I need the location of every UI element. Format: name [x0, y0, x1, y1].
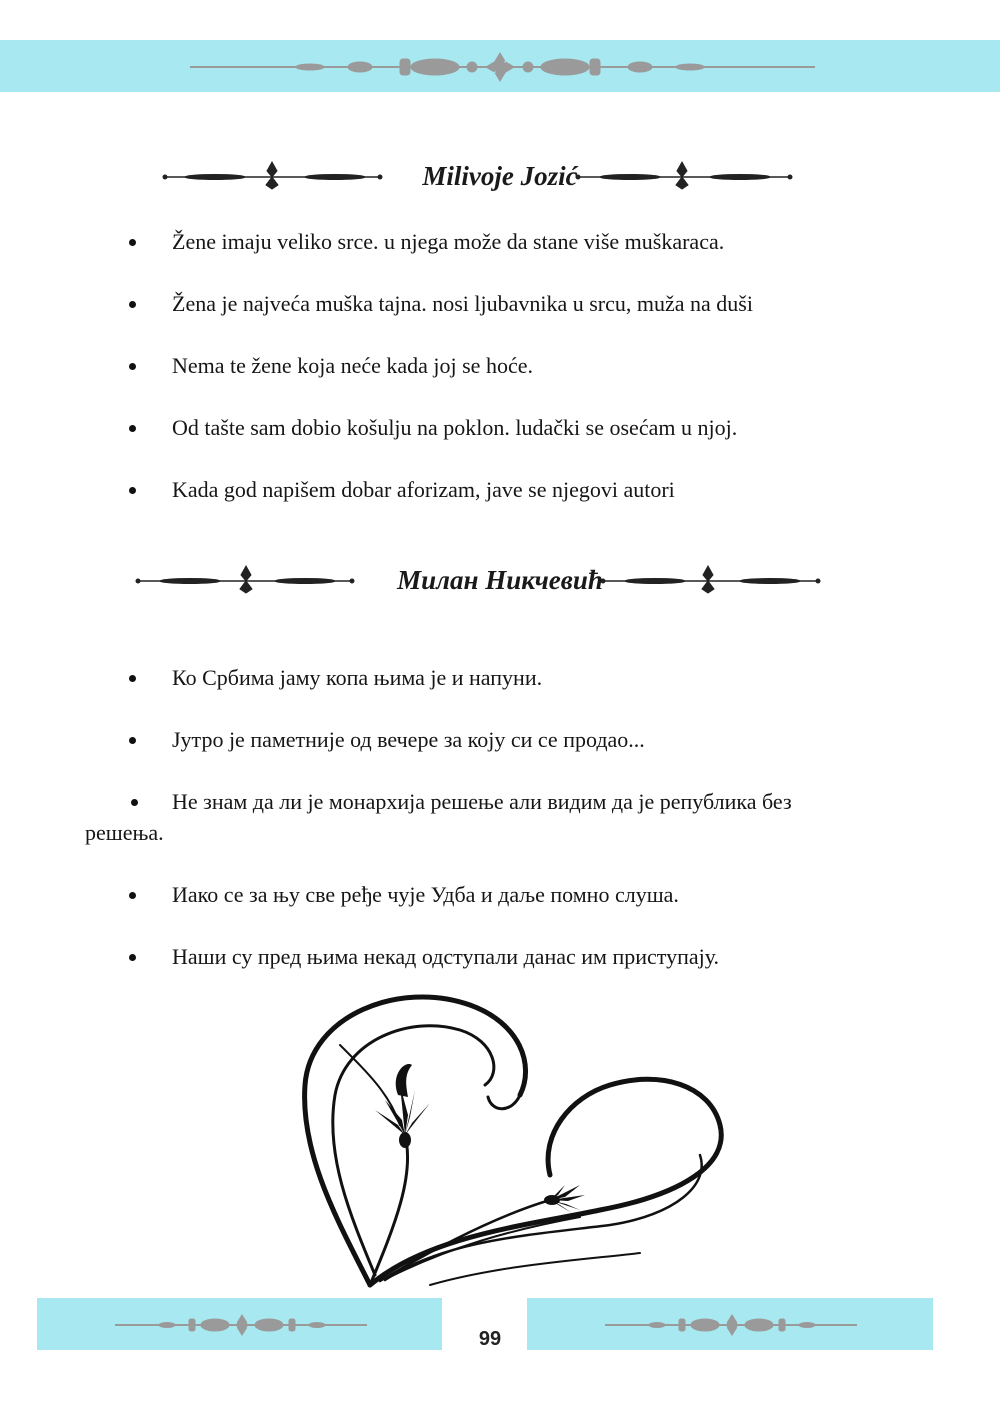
page-number: 99 [478, 1328, 502, 1350]
aphorism-text: Od tašte sam dobio košulju na poklon. ludački se osećam u njoj. [172, 415, 738, 440]
scroll-divider-icon [0, 40, 1000, 92]
bullet-icon [131, 799, 138, 806]
bullet-icon [129, 737, 136, 744]
bullet-icon [129, 425, 136, 432]
section-heading [0, 561, 1000, 601]
aphorism-text: Ко Србима јаму копа њима је и напуни. [172, 665, 543, 690]
bullet-icon [129, 487, 136, 494]
aphorism-text: Kada god napišem dobar aforizam, jave se njegovi autori [172, 477, 675, 502]
bullet-icon [129, 675, 136, 682]
author-name: Milivoje Jozić [422, 161, 578, 191]
scroll-divider-icon [37, 1298, 442, 1350]
aphorism-text: Nema te žene koja neće kada joj se hoće. [172, 353, 533, 378]
aphorism-text: Иако се за њу све ређе чује Удба и даље помно слуша. [172, 882, 679, 907]
bullet-icon [129, 363, 136, 370]
aphorism-text: Јутро је паметније од вечере за коју си се продао... [172, 727, 645, 752]
scroll-divider-icon [527, 1298, 933, 1350]
bullet-icon [129, 301, 136, 308]
bottom-decorative-band-left [37, 1298, 442, 1350]
aphorism-text: Žene imaju veliko srce. u njega može da stane više muškaraca. [172, 229, 725, 254]
bullet-icon [129, 239, 136, 246]
aphorism-text: Наши су пред њима некад одступали данас им приступају. [172, 944, 720, 969]
section-heading [0, 157, 1000, 197]
floral-heart-ornament-icon [280, 985, 760, 1295]
author-name: Милан Никчевић [397, 565, 603, 595]
top-decorative-band [0, 40, 1000, 92]
aphorism-text: Не знам да ли је монархија решење али видим да је република без [172, 789, 792, 814]
aphorism-text: Žena je najveća muška tajna. nosi ljubavnika u srcu, muža na duši [172, 291, 753, 316]
bottom-decorative-band-right [527, 1298, 933, 1350]
bullet-icon [129, 892, 136, 899]
aphorism-text-continued: решења. [85, 820, 164, 845]
bullet-icon [129, 954, 136, 961]
